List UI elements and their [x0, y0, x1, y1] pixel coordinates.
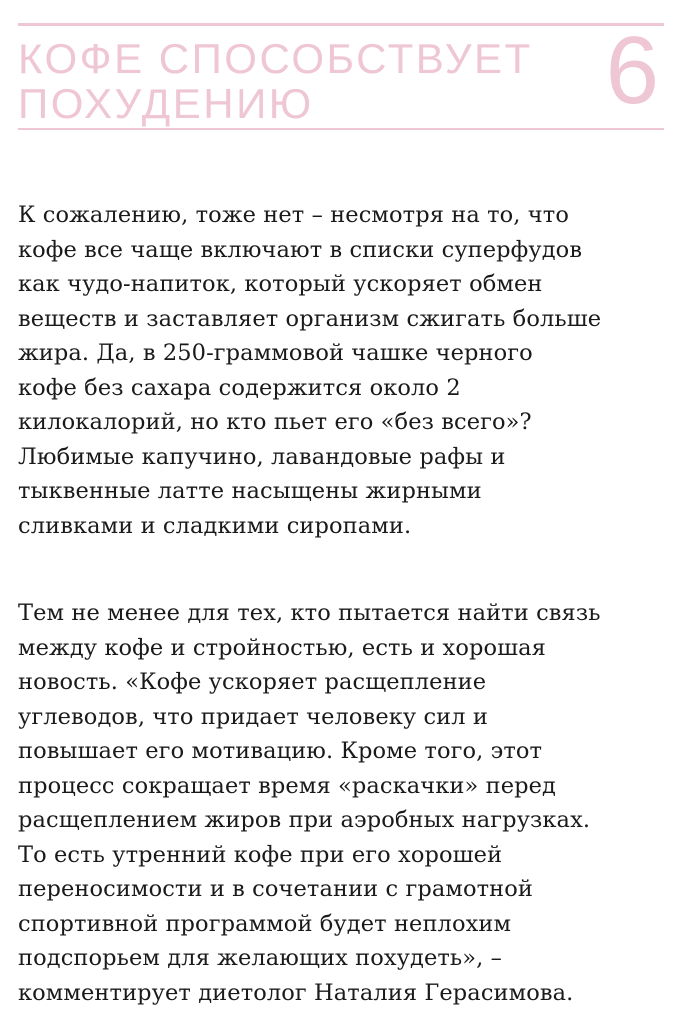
paragraph-line: жира. Да, в 250-граммовой чашке черного: [18, 340, 533, 366]
paragraph-line: между кофе и стройностью, есть и хорошая: [18, 634, 546, 661]
paragraph-line: процесс сокращает время «раскачки» перед: [18, 772, 556, 799]
section-number: 6: [605, 17, 659, 124]
paragraph-line: К сожалению, тоже нет – несмотря на то, что: [18, 202, 569, 228]
paragraph-2: [18, 596, 668, 1010]
paragraph-line: подспорьем для желающих похудеть», –: [18, 945, 502, 971]
paragraph-line: тыквенные латте насыщены жирными: [18, 478, 482, 504]
header-bottom-rule: [18, 128, 664, 130]
paragraph-line: комментирует диетолог Наталия Герасимова.: [18, 979, 574, 1006]
paragraph-line: как чудо-напиток, который ускоряет обмен: [18, 271, 543, 297]
paragraph-line: переносимости и в сочетании с грамотной: [18, 876, 534, 902]
paragraph-line: спортивной программой будет неплохим: [18, 910, 512, 937]
paragraph-line: повышает его мотивацию. Кроме того, этот: [18, 738, 543, 764]
paragraph-line: Любимые капучино, лавандовые рафы и: [18, 443, 506, 470]
paragraph-line: веществ и заставляет организм сжигать больше: [18, 305, 602, 332]
paragraph-line: Тем не менее для тех, кто пытается найти связь: [18, 600, 601, 626]
header-top-rule: [18, 23, 664, 26]
heading-line-2: ПОХУДЕНИЮ: [18, 80, 314, 127]
paragraph-line: кофе без сахара содержится около 2: [18, 374, 461, 401]
paragraph-line: То есть утренний кофе при его хорошей: [18, 841, 503, 868]
section-heading: [18, 36, 578, 126]
paragraph-line: новость. «Кофе ускоряет расщепление: [18, 669, 487, 695]
paragraph-line: килокалорий, но кто пьет его «без всего»?: [18, 409, 532, 435]
paragraph-line: кофе все чаще включают в списки суперфудов: [18, 236, 583, 263]
paragraph-line: сливками и сладкими сиропами.: [18, 512, 412, 539]
paragraph-line: углеводов, что придает человеку сил и: [18, 703, 489, 730]
paragraph-line: расщеплением жиров при аэробных нагрузках.: [18, 807, 591, 833]
heading-line-1: КОФЕ СПОСОБСТВУЕТ: [18, 35, 533, 82]
paragraph-1: [18, 198, 668, 543]
